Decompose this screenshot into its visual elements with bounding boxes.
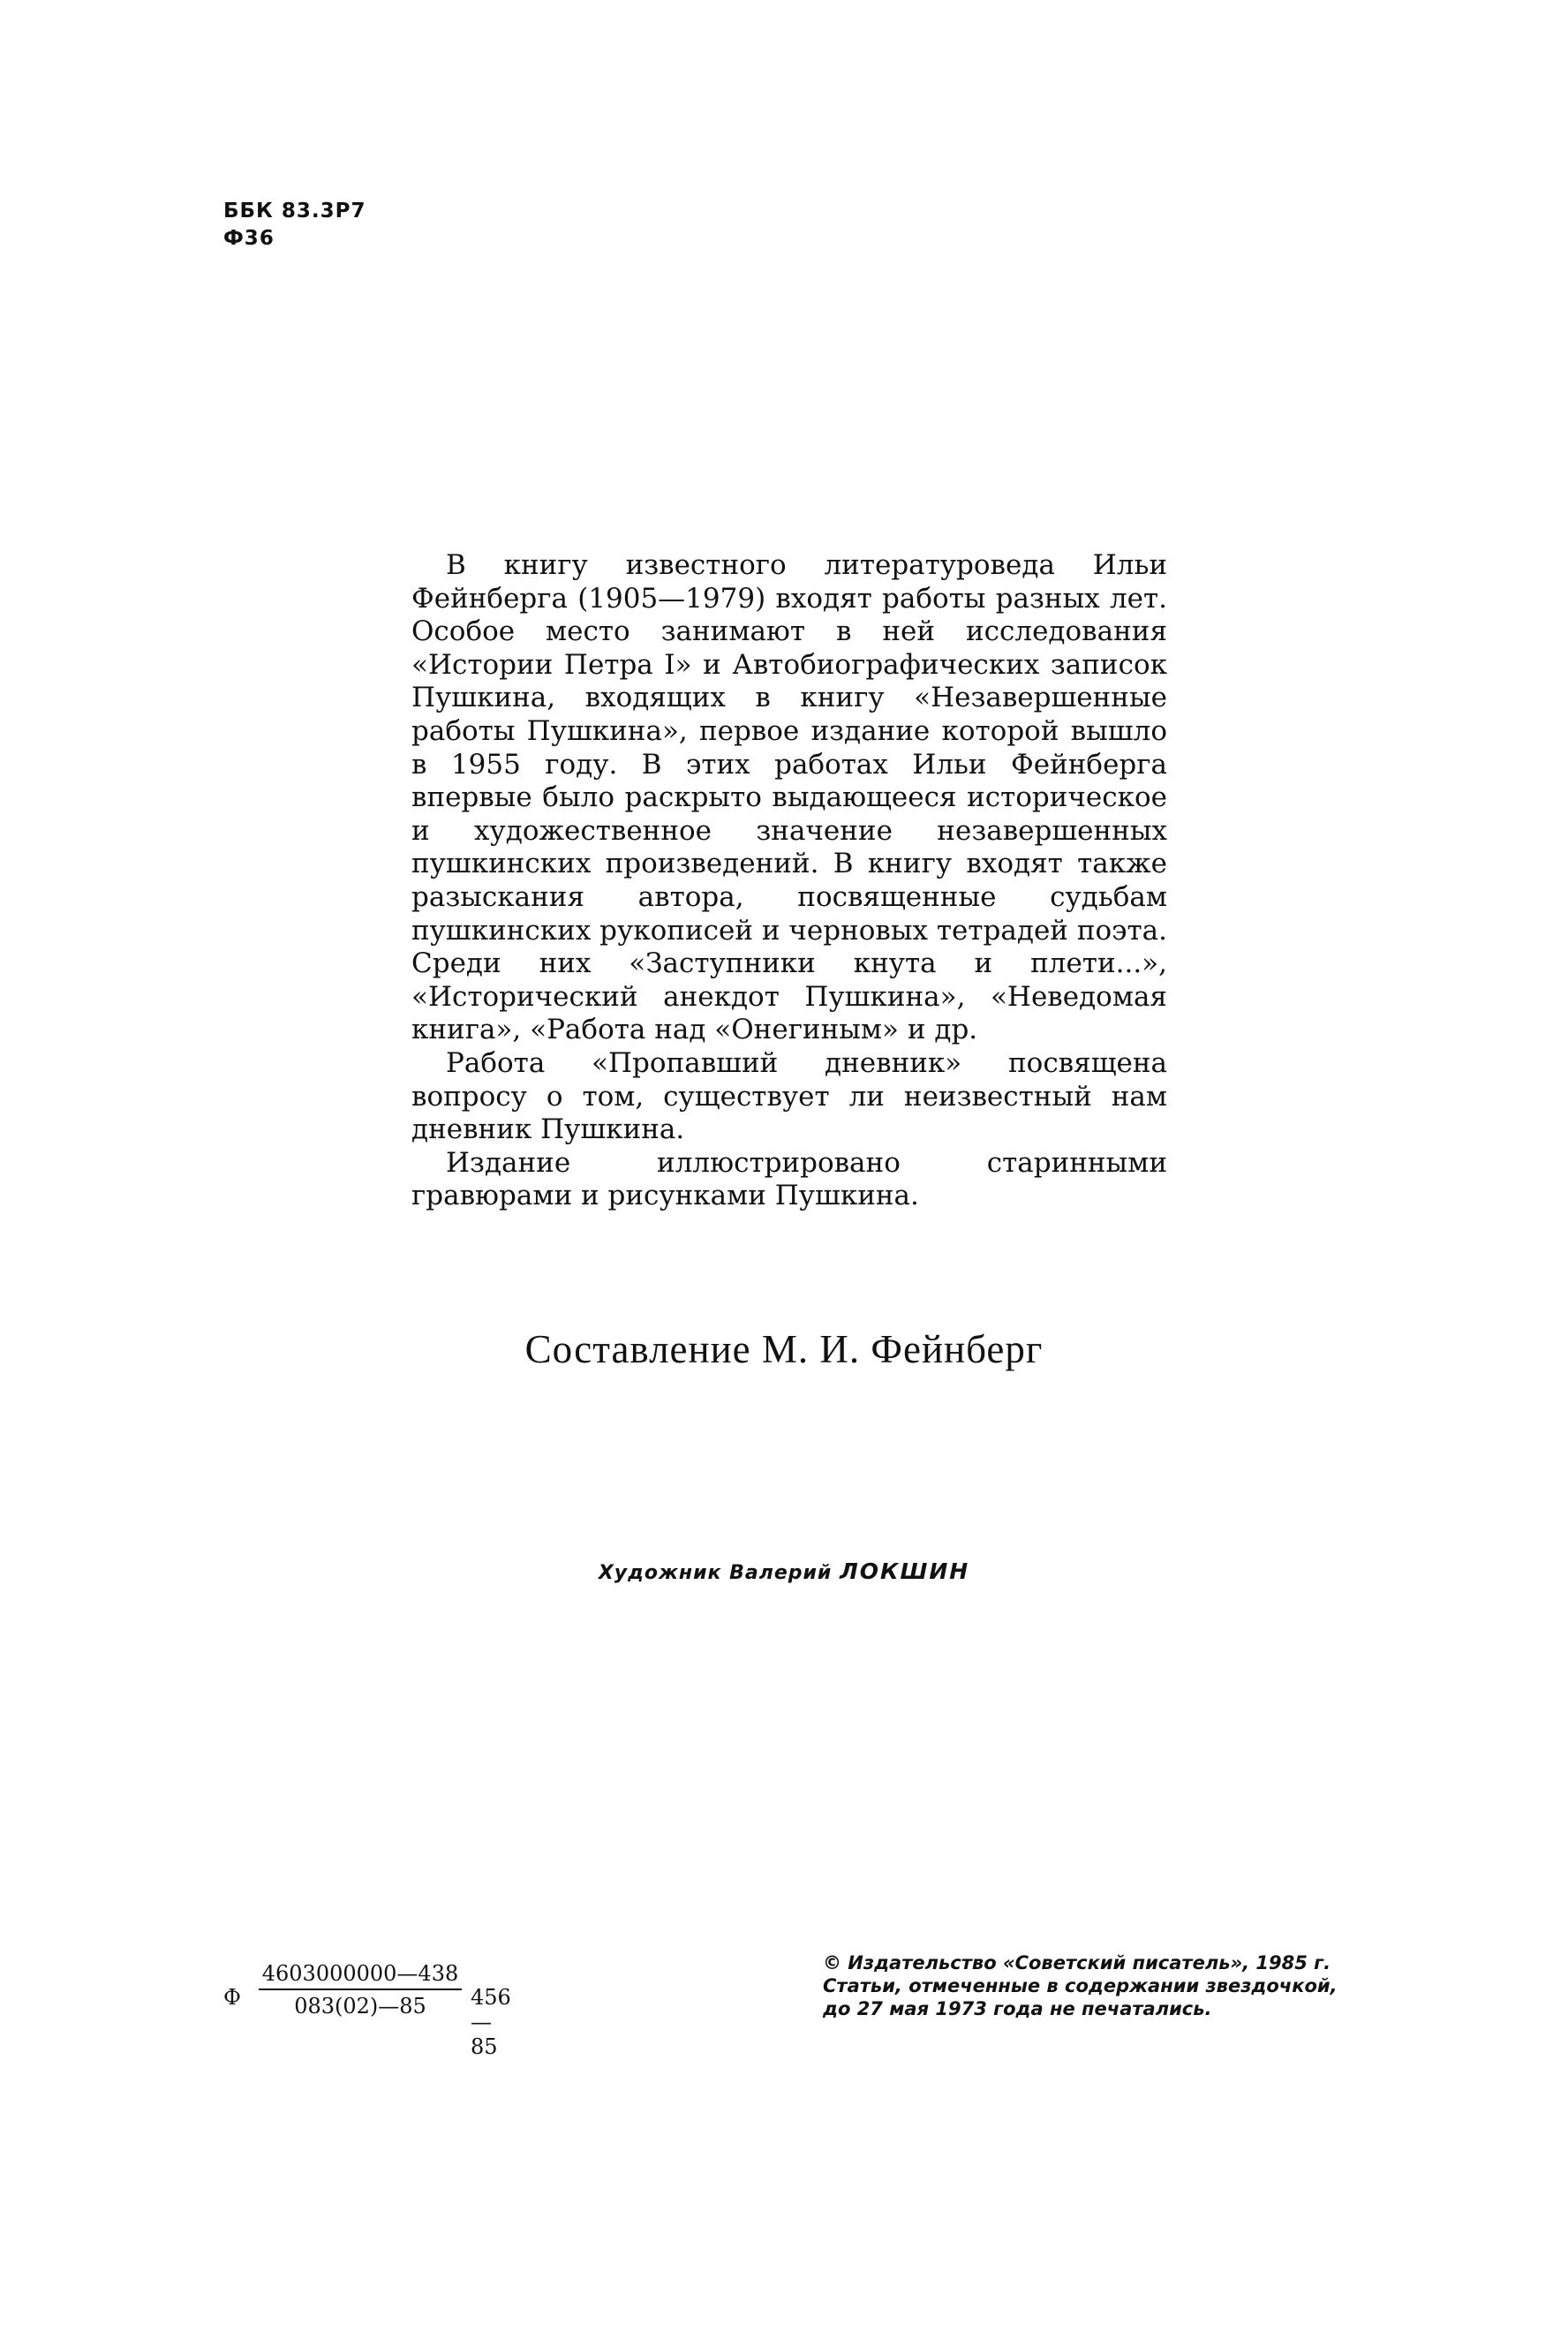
copyright-notice — [823, 1951, 1388, 2020]
artist-surname: ЛОКШИН — [840, 1558, 970, 1584]
copyright-line: до 27 мая 1973 года не печатались. — [823, 1998, 1212, 2019]
bbk-code: ББК 83.3Р7 — [223, 200, 366, 223]
copyright-line: Статьи, отмеченные в содержании звездочкой, — [823, 1975, 1338, 1996]
annotation-paragraph: Работа «Пропавший дневник» посвящена вопросу о том, существует ли неизвестный нам дневник Пушкина. — [411, 1046, 1167, 1146]
author-sign: Ф36 — [223, 227, 275, 250]
index-suffix: 456—85 — [471, 1985, 511, 2059]
copyright-line: © Издательство «Советский писатель», 1985 г. — [823, 1952, 1331, 1973]
index-letter: Ф — [223, 1985, 241, 2010]
annotation-paragraph: В книгу известного литературоведа Ильи Фейнберга (1905—1979) входят работы разных лет. Особое место занимают в ней исследования «Истории Петра I» и Автобиографических записок Пушкина, входящих в книгу «Незавершенные работы Пушкина», первое издание которой вышло в 1955 году. В этих работах Ильи Фейнберга впервые было раскрыто выдающееся историческое и художественное значение незавершенных пушкинских произведений. В книгу входят также разыскания автора, посвященные судьбам пушкинских рукописей и черновых тетрадей поэта. Среди них «Заступники кнута и плети...», «Исторический анекдот Пушкина», «Неведомая книга», «Работа над «Онегиным» и др. — [411, 549, 1167, 1046]
artist-label: Художник Валерий — [598, 1562, 833, 1584]
index-denominator: 083(02)—85 — [294, 1994, 426, 2019]
annotation-paragraph: Издание иллюстрировано старинными гравюрами и рисунками Пушкина. — [411, 1146, 1167, 1212]
book-annotation — [411, 549, 1167, 1213]
index-fraction — [259, 1958, 462, 2022]
index-numerator: 4603000000—438 — [259, 1958, 462, 1990]
artist-credit — [0, 1558, 1568, 1584]
compiler-credit: Составление М. И. Фейнберг — [524, 1327, 1044, 1371]
library-classification — [223, 198, 366, 253]
